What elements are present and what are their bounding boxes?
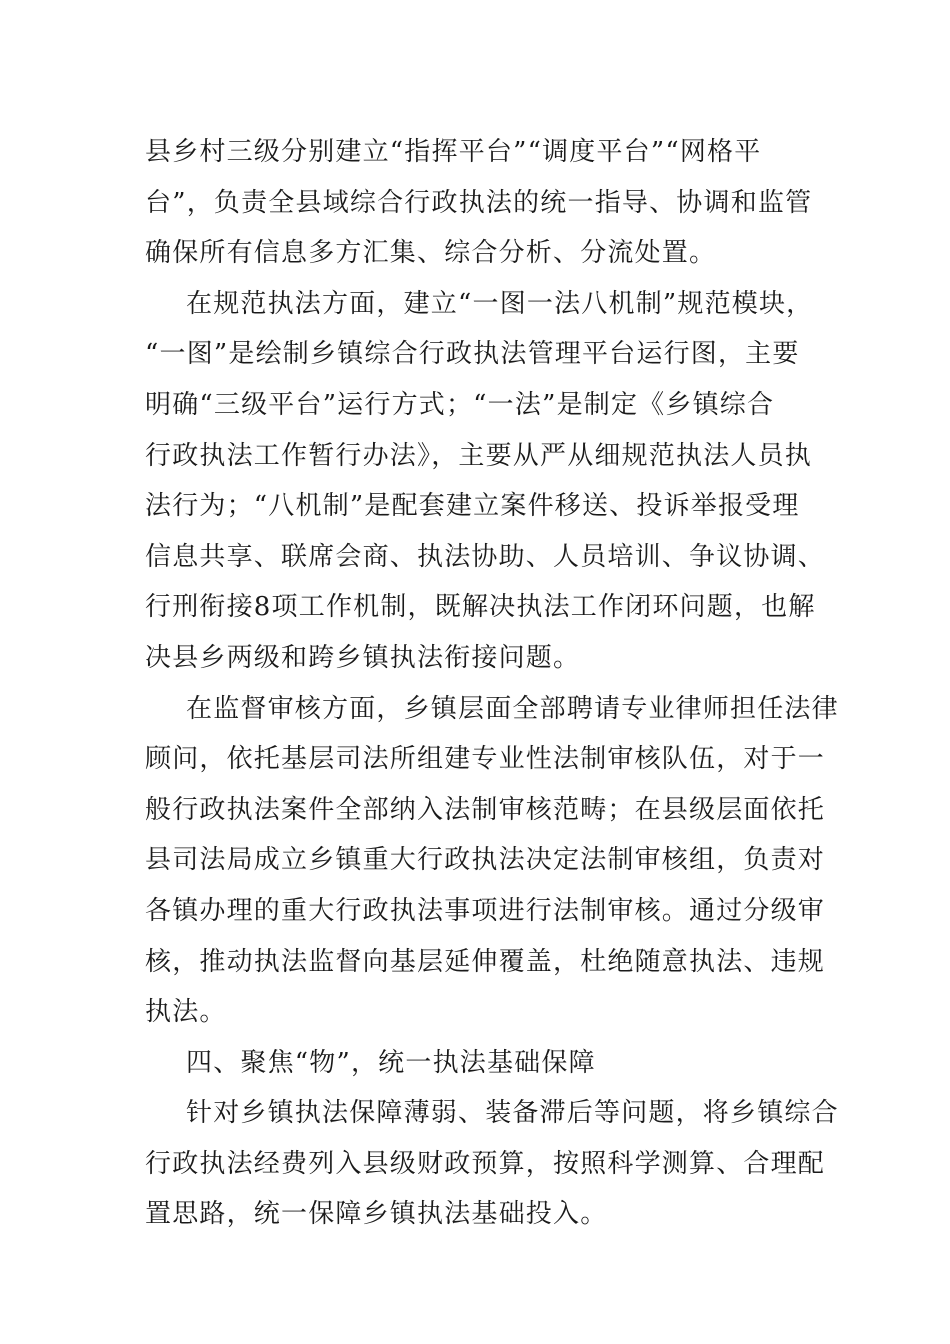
text-line: 明确“三级平台”运行方式；“一法”是制定《乡镇综合: [145, 389, 775, 420]
text-line: 县乡村三级分别建立“指挥平台”“调度平台”“网格平: [145, 137, 762, 167]
text-line: 行刑衔接8项工作机制，既解决执法工作闭环问题，也解: [145, 592, 816, 623]
paragraph-first-line: 在监督审核方面，乡镇层面全部聘请专业律师担任法律: [186, 693, 839, 724]
text-line: 各镇办理的重大行政执法事项进行法制审核。通过分级审: [145, 895, 826, 926]
section-heading: 四、聚焦“物”，统一执法基础保障: [186, 1047, 596, 1078]
text-line: 确保所有信息多方汇集、综合分析、分流处置。: [145, 238, 717, 269]
text-line: 决县乡两级和跨乡镇执法衔接问题。: [145, 642, 581, 673]
text-line: 核，推动执法监督向基层延伸覆盖，杜绝随意执法、违规: [145, 946, 826, 977]
paragraph-first-line: 在规范执法方面，建立“一图一法八机制”规范模块，: [186, 288, 814, 319]
text-line: 信息共享、联席会商、执法协助、人员培训、争议协调、: [145, 541, 826, 572]
text-line: 般行政执法案件全部纳入法制审核范畴；在县级层面依托: [145, 794, 826, 825]
text-line: 顾问，依托基层司法所组建专业性法制审核队伍，对于一: [145, 744, 826, 775]
text-line: 执法。: [145, 997, 227, 1028]
text-line: 法行为；“八机制”是配套建立案件移送、投诉举报受理: [145, 491, 800, 522]
text-line: 县司法局成立乡镇重大行政执法决定法制审核组，负责对: [145, 845, 826, 876]
body-text: [145, 127, 839, 1240]
text-line: 置思路，统一保障乡镇执法基础投入。: [145, 1199, 608, 1230]
text-line: “一图”是绘制乡镇综合行政执法管理平台运行图，主要: [145, 339, 800, 370]
text-line: 台”，负责全县域综合行政执法的统一指导、协调和监管: [145, 187, 813, 218]
text-line: 行政执法经费列入县级财政预算，按照科学测算、合理配: [145, 1148, 826, 1179]
text-line: 行政执法工作暂行办法》，主要从严从细规范执法人员执: [145, 440, 813, 471]
paragraph-first-line: 针对乡镇执法保障薄弱、装备滞后等问题，将乡镇综合: [186, 1098, 839, 1129]
